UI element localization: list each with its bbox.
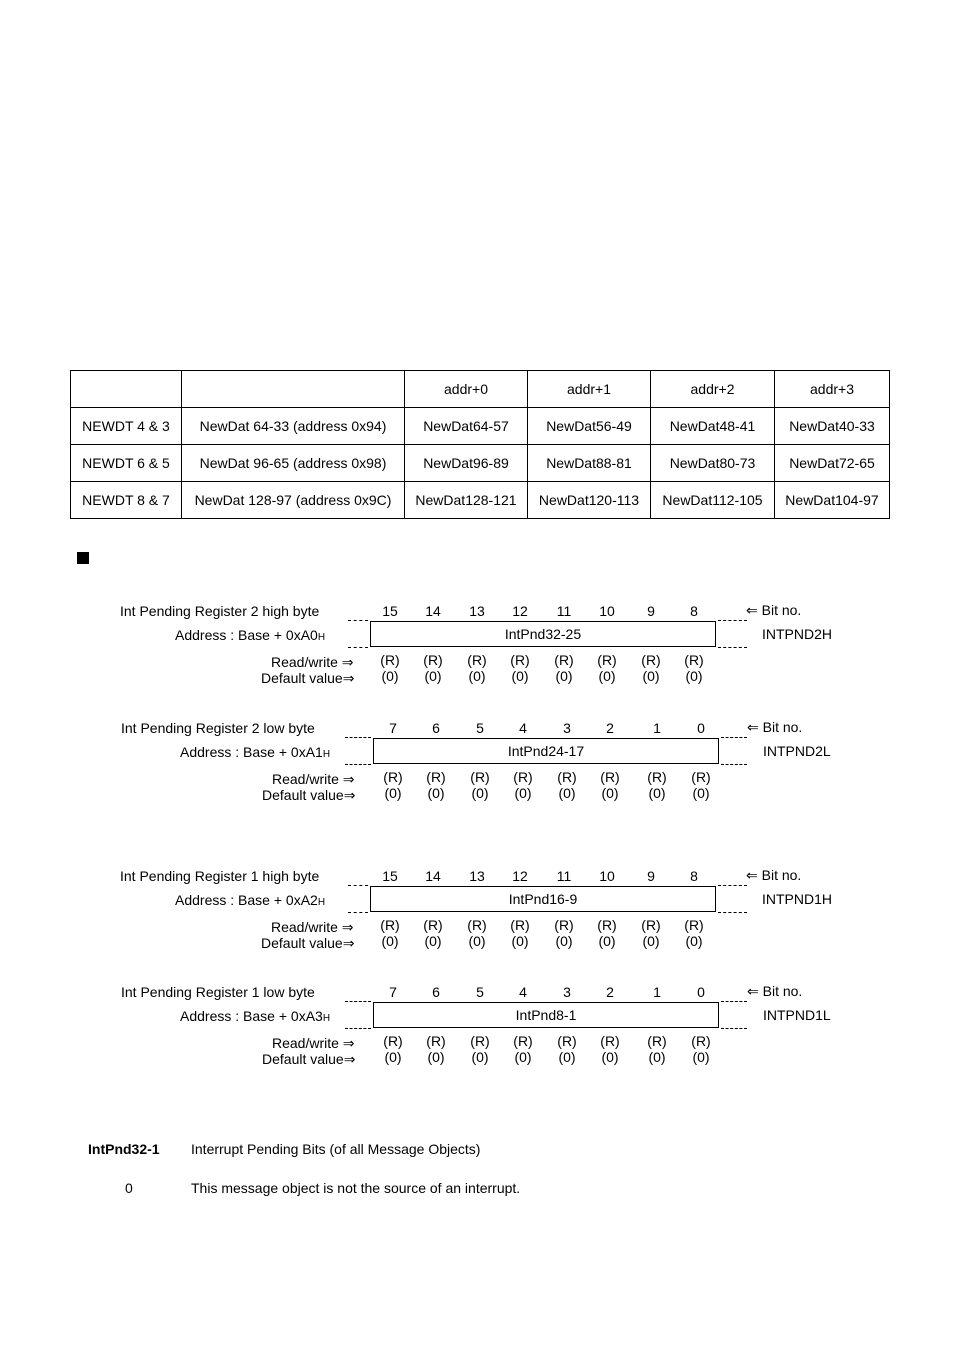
bit-number: 10 bbox=[599, 603, 615, 619]
bit-number: 12 bbox=[512, 868, 528, 884]
bit-default: (0) bbox=[511, 668, 529, 684]
register-name: INTPND1H bbox=[762, 891, 833, 907]
table-cell: NewDat112-105 bbox=[651, 482, 775, 519]
read-write-label: Read/write ⇒ bbox=[272, 771, 355, 787]
bit-number: 9 bbox=[647, 868, 655, 884]
bit-access: (R) bbox=[426, 769, 446, 785]
bit-access: (R) bbox=[647, 1033, 667, 1049]
bit-default: (0) bbox=[692, 1049, 710, 1065]
bit-number: 15 bbox=[382, 868, 398, 884]
address-value: 0xA0 bbox=[285, 627, 318, 643]
default-value-label: Default value⇒ bbox=[262, 1051, 356, 1067]
default-value-label: Default value⇒ bbox=[261, 670, 355, 686]
bit-number: 2 bbox=[606, 720, 614, 736]
register-name: INTPND2H bbox=[762, 626, 833, 642]
bit-number: 13 bbox=[469, 868, 485, 884]
bit-access: (R) bbox=[380, 917, 400, 933]
bit-number: 10 bbox=[599, 868, 615, 884]
bit-number: 12 bbox=[512, 603, 528, 619]
table-cell: NewDat48-41 bbox=[651, 408, 775, 445]
bit-number: 9 bbox=[647, 603, 655, 619]
bit-default: (0) bbox=[381, 668, 399, 684]
address-suffix: H bbox=[317, 897, 326, 908]
bit-access: (R) bbox=[470, 769, 490, 785]
default-value-label: Default value⇒ bbox=[262, 787, 356, 803]
newdat-table bbox=[70, 370, 890, 519]
bit-access: (R) bbox=[513, 769, 533, 785]
bit-access: (R) bbox=[641, 652, 661, 668]
address-value: 0xA1 bbox=[290, 744, 323, 760]
bit-number: 0 bbox=[697, 720, 705, 736]
bit-default: (0) bbox=[685, 933, 703, 949]
bit-access: (R) bbox=[691, 1033, 711, 1049]
bit-default: (0) bbox=[384, 785, 402, 801]
bit-access: (R) bbox=[684, 652, 704, 668]
address-suffix: H bbox=[322, 1013, 331, 1024]
bit-default: (0) bbox=[427, 785, 445, 801]
register-address bbox=[180, 1008, 330, 1024]
register-address bbox=[175, 892, 325, 908]
bit-access: (R) bbox=[691, 769, 711, 785]
bit-access: (R) bbox=[423, 917, 443, 933]
bit-default: (0) bbox=[642, 668, 660, 684]
leader-line bbox=[348, 620, 368, 621]
bit-number: 13 bbox=[469, 603, 485, 619]
bit-access: (R) bbox=[383, 769, 403, 785]
register-address bbox=[175, 627, 325, 643]
read-write-label: Read/write ⇒ bbox=[272, 1035, 355, 1051]
bit-access: (R) bbox=[426, 1033, 446, 1049]
table-cell: NewDat80-73 bbox=[651, 445, 775, 482]
bit-access: (R) bbox=[467, 652, 487, 668]
bit-access: (R) bbox=[647, 769, 667, 785]
bit-access: (R) bbox=[423, 652, 443, 668]
register-field-box: IntPnd24-17 bbox=[373, 738, 719, 764]
register-address bbox=[180, 744, 330, 760]
leader-line bbox=[345, 1028, 371, 1029]
bit-default: (0) bbox=[555, 933, 573, 949]
leader-line bbox=[721, 764, 747, 765]
bit-default: (0) bbox=[642, 933, 660, 949]
bit-default: (0) bbox=[598, 668, 616, 684]
bit-access: (R) bbox=[557, 769, 577, 785]
table-cell: NewDat72-65 bbox=[775, 445, 890, 482]
address-prefix: Address : Base + bbox=[175, 627, 286, 643]
bit-number: 1 bbox=[653, 720, 661, 736]
bit-number: 5 bbox=[476, 720, 484, 736]
bit-default: (0) bbox=[558, 785, 576, 801]
table-header-cell bbox=[182, 371, 405, 408]
address-prefix: Address : Base + bbox=[180, 1008, 291, 1024]
bit-access: (R) bbox=[600, 769, 620, 785]
bit-no-label: ⇐ Bit no. bbox=[747, 983, 803, 999]
register-diagram bbox=[0, 981, 954, 1091]
bit-number: 6 bbox=[432, 984, 440, 1000]
table-row bbox=[71, 482, 890, 519]
address-value: 0xA2 bbox=[285, 892, 318, 908]
bit-number: 5 bbox=[476, 984, 484, 1000]
read-write-label: Read/write ⇒ bbox=[271, 654, 354, 670]
bit-number: 11 bbox=[556, 868, 572, 884]
table-header-cell: addr+3 bbox=[775, 371, 890, 408]
bit-default: (0) bbox=[384, 1049, 402, 1065]
register-diagram bbox=[0, 717, 954, 827]
bit-number: 1 bbox=[653, 984, 661, 1000]
bit-default: (0) bbox=[598, 933, 616, 949]
description-value-text: This message object is not the source of an interrupt. bbox=[191, 1180, 521, 1196]
leader-line bbox=[718, 885, 747, 886]
bit-number: 7 bbox=[389, 984, 397, 1000]
register-title: Int Pending Register 1 high byte bbox=[120, 868, 320, 884]
bit-default: (0) bbox=[601, 785, 619, 801]
register-field-box: IntPnd32-25 bbox=[370, 621, 716, 647]
bit-default: (0) bbox=[601, 1049, 619, 1065]
section-bullet bbox=[77, 552, 89, 564]
table-cell: NEWDT 8 & 7 bbox=[71, 482, 182, 519]
bit-access: (R) bbox=[554, 917, 574, 933]
address-prefix: Address : Base + bbox=[180, 744, 291, 760]
bit-access: (R) bbox=[470, 1033, 490, 1049]
bit-access: (R) bbox=[513, 1033, 533, 1049]
bit-number: 3 bbox=[563, 984, 571, 1000]
bit-no-label: ⇐ Bit no. bbox=[747, 719, 803, 735]
bit-number: 8 bbox=[690, 868, 698, 884]
table-header-cell: addr+0 bbox=[405, 371, 528, 408]
leader-line bbox=[345, 1001, 371, 1002]
bit-default: (0) bbox=[468, 933, 486, 949]
leader-line bbox=[345, 764, 371, 765]
table-cell: NewDat120-113 bbox=[528, 482, 651, 519]
bit-number: 4 bbox=[519, 984, 527, 1000]
bit-default: (0) bbox=[511, 933, 529, 949]
bit-number: 0 bbox=[697, 984, 705, 1000]
bit-access: (R) bbox=[554, 652, 574, 668]
bit-default: (0) bbox=[558, 1049, 576, 1065]
table-cell: NewDat96-89 bbox=[405, 445, 528, 482]
register-field-box: IntPnd16-9 bbox=[370, 886, 716, 912]
register-diagram bbox=[0, 600, 954, 710]
leader-line bbox=[345, 737, 371, 738]
table-cell: NewDat 128-97 (address 0x9C) bbox=[182, 482, 405, 519]
bit-access: (R) bbox=[600, 1033, 620, 1049]
leader-line bbox=[718, 912, 747, 913]
register-title: Int Pending Register 2 low byte bbox=[121, 720, 315, 736]
leader-line bbox=[721, 1001, 747, 1002]
table-cell: NewDat56-49 bbox=[528, 408, 651, 445]
address-prefix: Address : Base + bbox=[175, 892, 286, 908]
bit-number: 2 bbox=[606, 984, 614, 1000]
table-cell: NewDat128-121 bbox=[405, 482, 528, 519]
description-value: 0 bbox=[125, 1180, 133, 1196]
bit-access: (R) bbox=[467, 917, 487, 933]
bit-default: (0) bbox=[471, 1049, 489, 1065]
bit-default: (0) bbox=[514, 1049, 532, 1065]
bit-access: (R) bbox=[510, 917, 530, 933]
bit-access: (R) bbox=[557, 1033, 577, 1049]
leader-line bbox=[721, 1028, 747, 1029]
bit-default: (0) bbox=[424, 933, 442, 949]
bit-default: (0) bbox=[468, 668, 486, 684]
leader-line bbox=[718, 620, 747, 621]
table-cell: NewDat64-57 bbox=[405, 408, 528, 445]
description-term: IntPnd32-1 bbox=[88, 1141, 160, 1157]
bit-number: 11 bbox=[556, 603, 572, 619]
bit-access: (R) bbox=[380, 652, 400, 668]
table-header-cell bbox=[71, 371, 182, 408]
table-cell: NewDat 96-65 (address 0x98) bbox=[182, 445, 405, 482]
read-write-label: Read/write ⇒ bbox=[271, 919, 354, 935]
bit-access: (R) bbox=[684, 917, 704, 933]
bit-number: 15 bbox=[382, 603, 398, 619]
bit-no-label: ⇐ Bit no. bbox=[746, 867, 802, 883]
bit-default: (0) bbox=[514, 785, 532, 801]
table-cell: NewDat104-97 bbox=[775, 482, 890, 519]
table-cell: NewDat 64-33 (address 0x94) bbox=[182, 408, 405, 445]
bit-access: (R) bbox=[597, 917, 617, 933]
bit-default: (0) bbox=[471, 785, 489, 801]
table-header-cell: addr+2 bbox=[651, 371, 775, 408]
leader-line bbox=[721, 737, 747, 738]
bit-default: (0) bbox=[685, 668, 703, 684]
table-header-cell: addr+1 bbox=[528, 371, 651, 408]
bit-number: 6 bbox=[432, 720, 440, 736]
register-title: Int Pending Register 1 low byte bbox=[121, 984, 315, 1000]
register-name: INTPND2L bbox=[763, 743, 831, 759]
leader-line bbox=[348, 647, 368, 648]
register-name: INTPND1L bbox=[763, 1007, 831, 1023]
table-header-row bbox=[71, 371, 890, 408]
bit-number: 7 bbox=[389, 720, 397, 736]
bit-default: (0) bbox=[648, 785, 666, 801]
bit-default: (0) bbox=[648, 1049, 666, 1065]
bit-number: 4 bbox=[519, 720, 527, 736]
bit-default: (0) bbox=[427, 1049, 445, 1065]
bit-default: (0) bbox=[424, 668, 442, 684]
bit-number: 3 bbox=[563, 720, 571, 736]
leader-line bbox=[348, 912, 368, 913]
bit-default: (0) bbox=[692, 785, 710, 801]
default-value-label: Default value⇒ bbox=[261, 935, 355, 951]
table-cell: NewDat40-33 bbox=[775, 408, 890, 445]
bit-no-label: ⇐ Bit no. bbox=[746, 602, 802, 618]
table-row bbox=[71, 445, 890, 482]
address-suffix: H bbox=[322, 749, 331, 760]
bit-default: (0) bbox=[555, 668, 573, 684]
bit-number: 14 bbox=[425, 868, 441, 884]
register-diagram bbox=[0, 865, 954, 975]
table-cell: NEWDT 4 & 3 bbox=[71, 408, 182, 445]
register-field-box: IntPnd8-1 bbox=[373, 1002, 719, 1028]
bit-access: (R) bbox=[641, 917, 661, 933]
address-suffix: H bbox=[317, 632, 326, 643]
bit-number: 14 bbox=[425, 603, 441, 619]
bit-access: (R) bbox=[383, 1033, 403, 1049]
table-cell: NewDat88-81 bbox=[528, 445, 651, 482]
bit-default: (0) bbox=[381, 933, 399, 949]
bit-access: (R) bbox=[597, 652, 617, 668]
leader-line bbox=[348, 885, 368, 886]
register-title: Int Pending Register 2 high byte bbox=[120, 603, 320, 619]
table-cell: NEWDT 6 & 5 bbox=[71, 445, 182, 482]
address-value: 0xA3 bbox=[290, 1008, 323, 1024]
description-term-text: Interrupt Pending Bits (of all Message Objects) bbox=[191, 1141, 481, 1157]
bit-number: 8 bbox=[690, 603, 698, 619]
bit-access: (R) bbox=[510, 652, 530, 668]
table-row bbox=[71, 408, 890, 445]
leader-line bbox=[718, 647, 747, 648]
